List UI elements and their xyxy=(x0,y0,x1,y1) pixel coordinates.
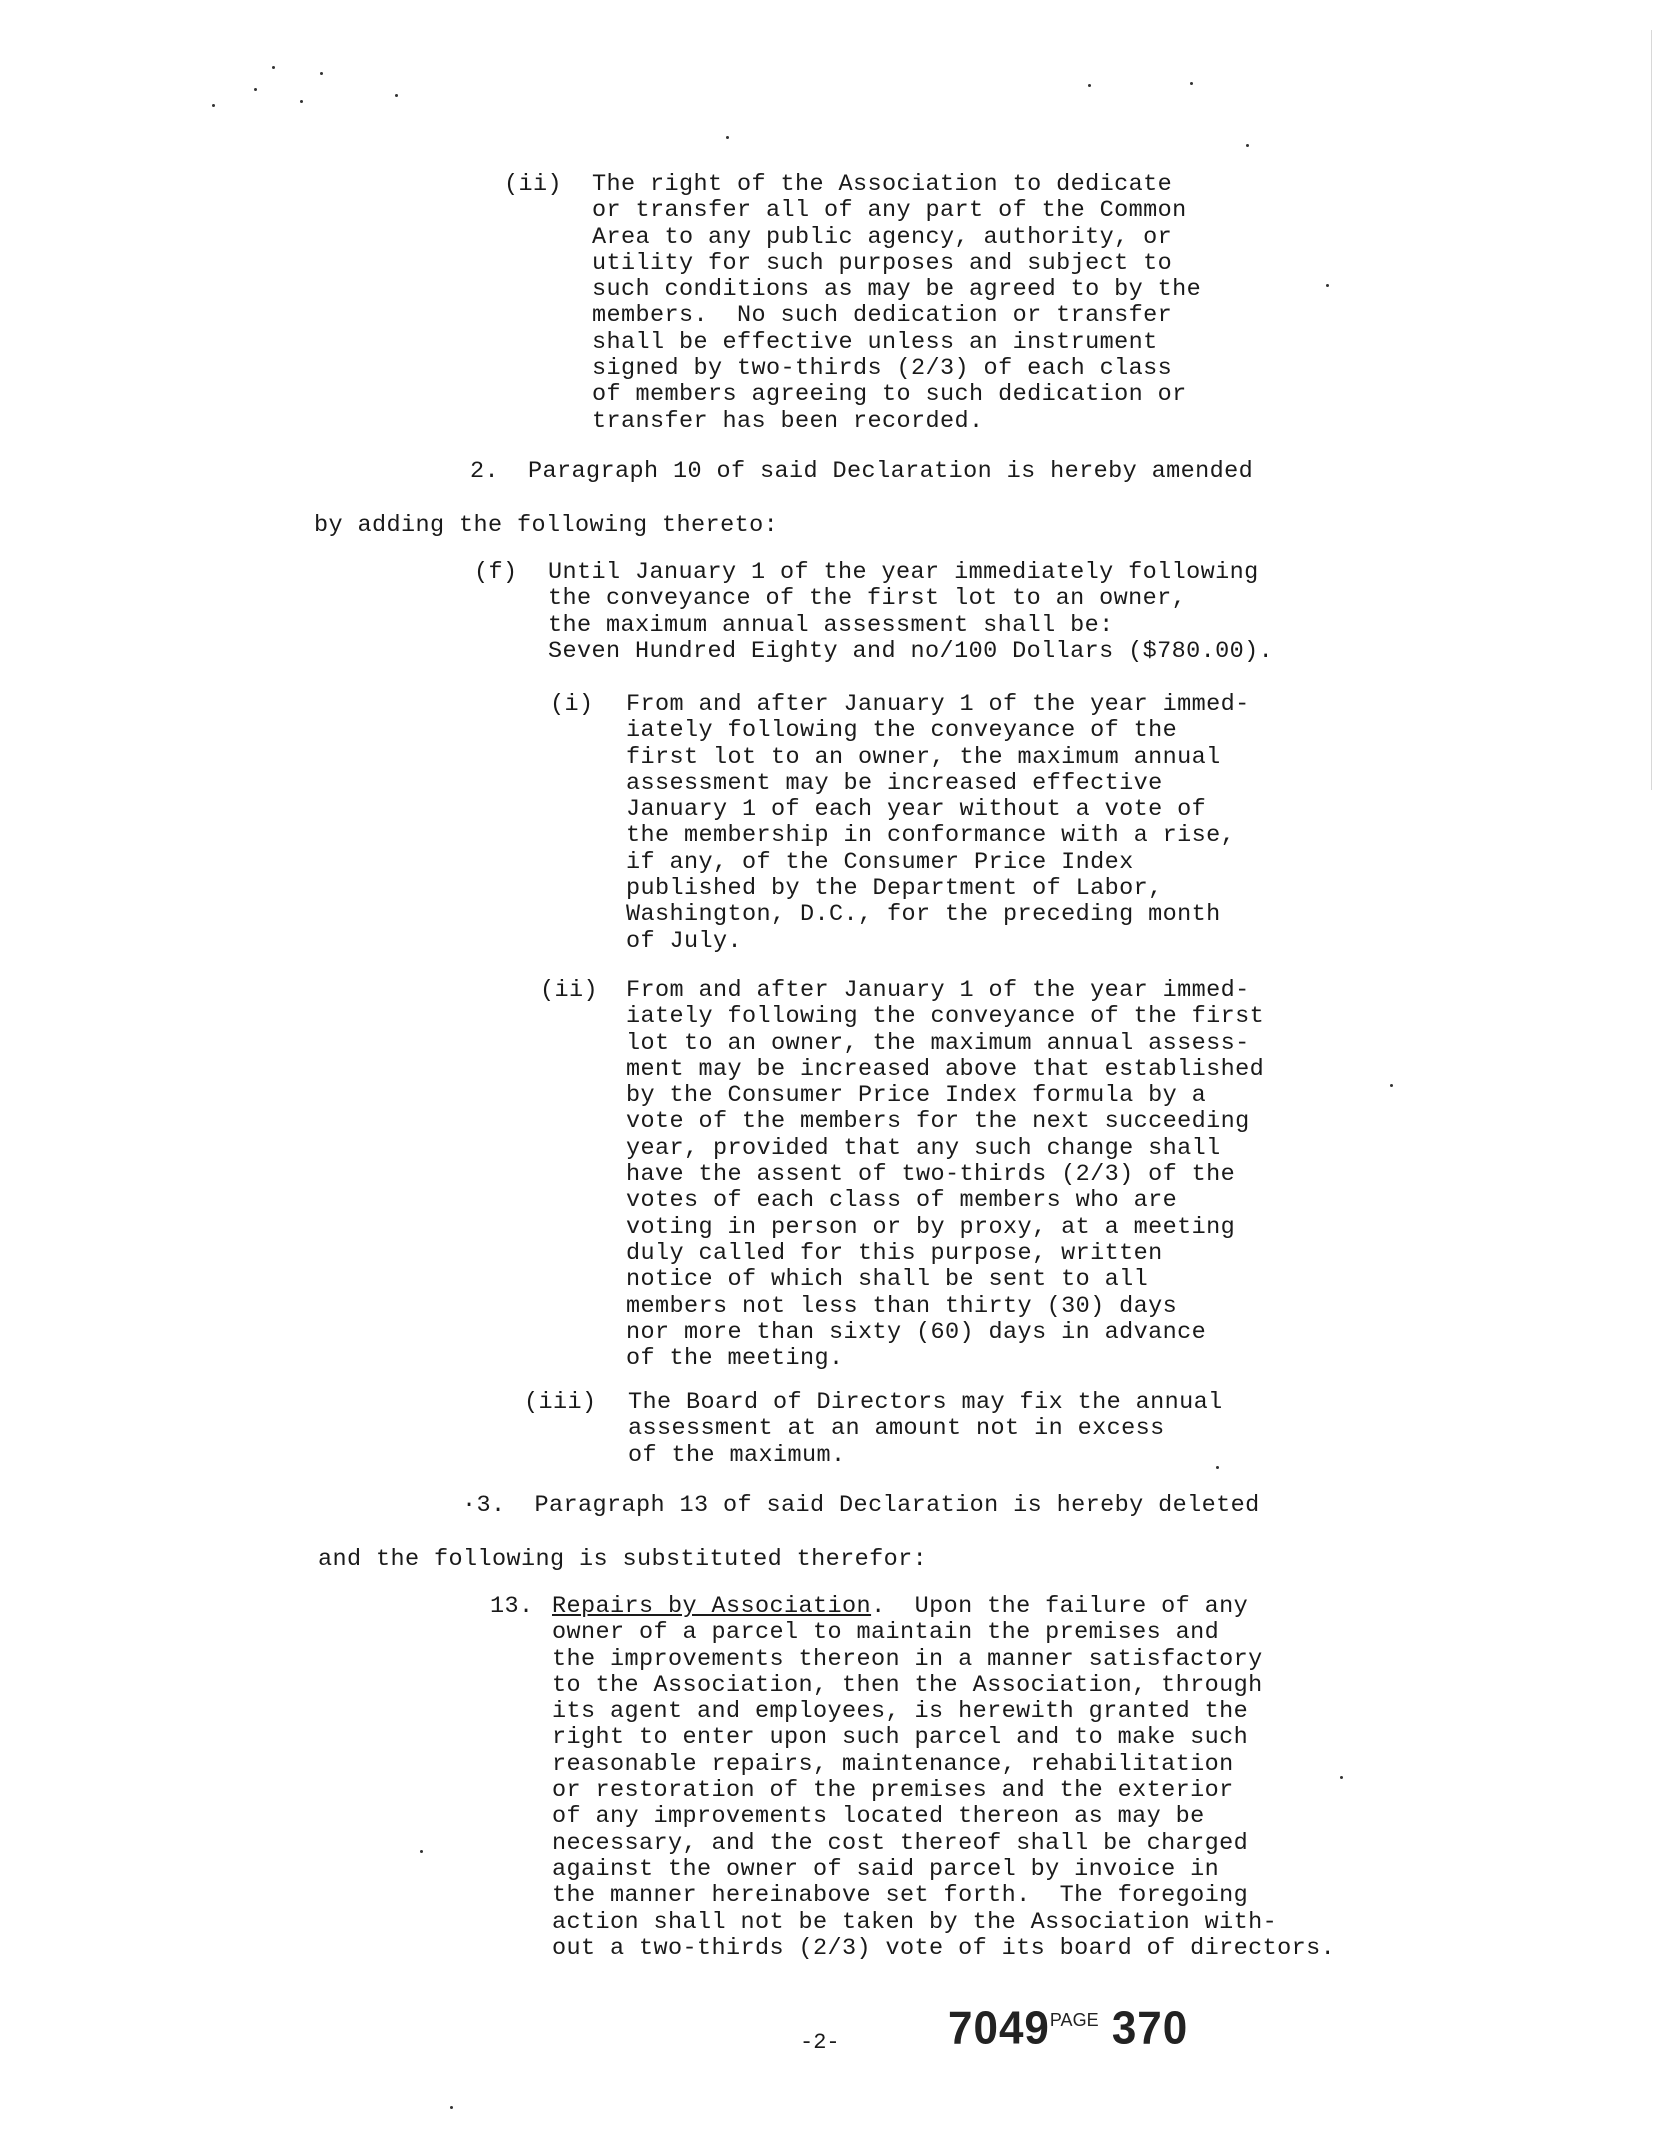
scan-speck xyxy=(1326,284,1329,287)
paragraph-3-line-1: ·3. Paragraph 13 of said Declaration is hereby deleted xyxy=(462,1492,1260,1519)
paragraph-3-line-2: and the following is substituted therefor: xyxy=(318,1546,928,1573)
text-line: duly called for this purpose, written xyxy=(626,1239,1163,1267)
text-line: by the Consumer Price Index formula by a xyxy=(626,1082,1207,1110)
text-line: right to enter upon such parcel and to make such xyxy=(552,1724,1249,1752)
text-line: vote of the members for the next succeeding xyxy=(626,1108,1250,1136)
text-line: From and after January 1 of the year immed- xyxy=(626,977,1250,1004)
text-line: ment may be increased above that established xyxy=(626,1055,1265,1083)
text-line: January 1 of each year without a vote of xyxy=(626,796,1207,824)
clause-i xyxy=(550,692,1250,955)
section-heading: Repairs by Association xyxy=(552,1593,872,1620)
text-line: of members agreeing to such dedication or xyxy=(592,381,1187,409)
text-line: Until January 1 of the year immediately following xyxy=(548,559,1259,586)
clause-ii-dedication xyxy=(504,172,1201,435)
text-line: of July. xyxy=(626,927,743,955)
clause-label: (ii) xyxy=(540,977,599,1004)
text-line: transfer has been recorded. xyxy=(592,407,984,435)
clause-label: (f) xyxy=(474,559,518,586)
text-line: votes of each class of members who are xyxy=(626,1187,1178,1215)
clause-ii-assessment xyxy=(540,978,1264,1372)
paragraph-13-repairs xyxy=(490,1594,1335,1962)
text-line: to the Association, then the Association, through xyxy=(552,1671,1263,1699)
scan-speck xyxy=(212,104,215,107)
text-line: assessment at an amount not in excess xyxy=(628,1415,1165,1443)
text-line: assessment may be increased effective xyxy=(626,769,1163,797)
scan-speck xyxy=(726,136,729,139)
scan-speck xyxy=(272,66,275,69)
text-line: owner of a parcel to maintain the premises and xyxy=(552,1619,1220,1647)
clause-label: (i) xyxy=(550,691,594,718)
text-line: The Board of Directors may fix the annual xyxy=(628,1389,1223,1416)
text-line: out a two-thirds (2/3) vote of its board of directors. xyxy=(552,1934,1336,1962)
heading-continuation: . Upon the failure of any xyxy=(871,1593,1249,1620)
text-line: Seven Hundred Eighty and no/100 Dollars ($780.00). xyxy=(548,637,1274,665)
clause-f xyxy=(474,560,1273,665)
text-line: lot to an owner, the maximum annual assess- xyxy=(626,1029,1250,1057)
scan-speck xyxy=(395,94,398,97)
scan-speck xyxy=(300,100,303,103)
text-line: such conditions as may be agreed to by the xyxy=(592,276,1202,304)
text-line: reasonable repairs, maintenance, rehabilitation xyxy=(552,1750,1234,1778)
text-line-first xyxy=(552,1594,1335,1620)
text-line: shall be effective unless an instrument xyxy=(592,328,1158,356)
text-line: if any, of the Consumer Price Index xyxy=(626,848,1134,876)
text-line: action shall not be taken by the Association with- xyxy=(552,1908,1278,1936)
text-line: members. No such dedication or transfer xyxy=(592,302,1173,330)
text-line: voting in person or by proxy, at a meeting xyxy=(626,1213,1236,1241)
text-line: signed by two-thirds (2/3) of each class xyxy=(592,355,1173,383)
text-line: members not less than thirty (30) days xyxy=(626,1292,1178,1320)
scan-speck xyxy=(1246,144,1249,147)
page-word: PAGE xyxy=(1049,2009,1099,2031)
scan-speck xyxy=(320,72,323,75)
text-line: the conveyance of the first lot to an owner, xyxy=(548,585,1187,613)
text-line: Area to any public agency, authority, or xyxy=(592,223,1173,251)
text-line: the membership in conformance with a rise, xyxy=(626,822,1236,850)
text-line: of the meeting. xyxy=(626,1345,844,1373)
text-line: have the assent of two-thirds (2/3) of the xyxy=(626,1161,1236,1189)
paragraph-2-line-2: by adding the following thereto: xyxy=(314,512,779,539)
text-line: first lot to an owner, the maximum annual xyxy=(626,743,1221,771)
scan-edge-line xyxy=(1651,30,1652,790)
text-line: of the maximum. xyxy=(628,1441,846,1469)
clause-iii xyxy=(524,1390,1223,1469)
scan-speck xyxy=(1340,1776,1343,1779)
scan-speck xyxy=(450,2106,453,2109)
text-line: published by the Department of Labor, xyxy=(626,875,1163,903)
text-line: the manner hereinabove set forth. The foregoing xyxy=(552,1882,1249,1910)
text-line: iately following the conveyance of the xyxy=(626,717,1178,745)
scan-speck xyxy=(1088,84,1091,87)
page-number: -2- xyxy=(800,2030,840,2055)
text-line: the maximum annual assessment shall be: xyxy=(548,611,1114,639)
book-number: 7049 xyxy=(948,2002,1050,2055)
clause-label: (ii) xyxy=(504,171,563,198)
text-line: From and after January 1 of the year immed- xyxy=(626,691,1250,718)
book-page-stamp xyxy=(948,2003,1188,2056)
clause-label: (iii) xyxy=(524,1389,597,1416)
paragraph-number: 13. xyxy=(490,1593,534,1620)
scan-speck xyxy=(420,1850,423,1853)
text-line: iately following the conveyance of the first xyxy=(626,1003,1265,1031)
text-line: utility for such purposes and subject to xyxy=(592,249,1173,277)
paragraph-2-line-1: 2. Paragraph 10 of said Declaration is hereby amended xyxy=(470,458,1254,485)
text-line: year, provided that any such change shall xyxy=(626,1134,1221,1162)
text-line: notice of which shall be sent to all xyxy=(626,1266,1149,1294)
text-line: necessary, and the cost thereof shall be charged xyxy=(552,1829,1249,1857)
scan-speck xyxy=(1190,82,1193,85)
text-line: its agent and employees, is herewith granted the xyxy=(552,1698,1249,1726)
text-line: against the owner of said parcel by invoice in xyxy=(552,1855,1220,1883)
text-line: or transfer all of any part of the Common xyxy=(592,197,1187,225)
text-line: the improvements thereon in a manner satisfactory xyxy=(552,1645,1263,1673)
text-line: Washington, D.C., for the preceding month xyxy=(626,901,1221,929)
text-line: of any improvements located thereon as may be xyxy=(552,1803,1205,1831)
scan-speck xyxy=(1390,1084,1393,1087)
text-line: or restoration of the premises and the exterior xyxy=(552,1777,1234,1805)
scan-speck xyxy=(254,88,257,91)
text-line: The right of the Association to dedicate xyxy=(592,171,1173,198)
recorded-page-number: 370 xyxy=(1111,2002,1189,2055)
text-line: nor more than sixty (60) days in advance xyxy=(626,1318,1207,1346)
